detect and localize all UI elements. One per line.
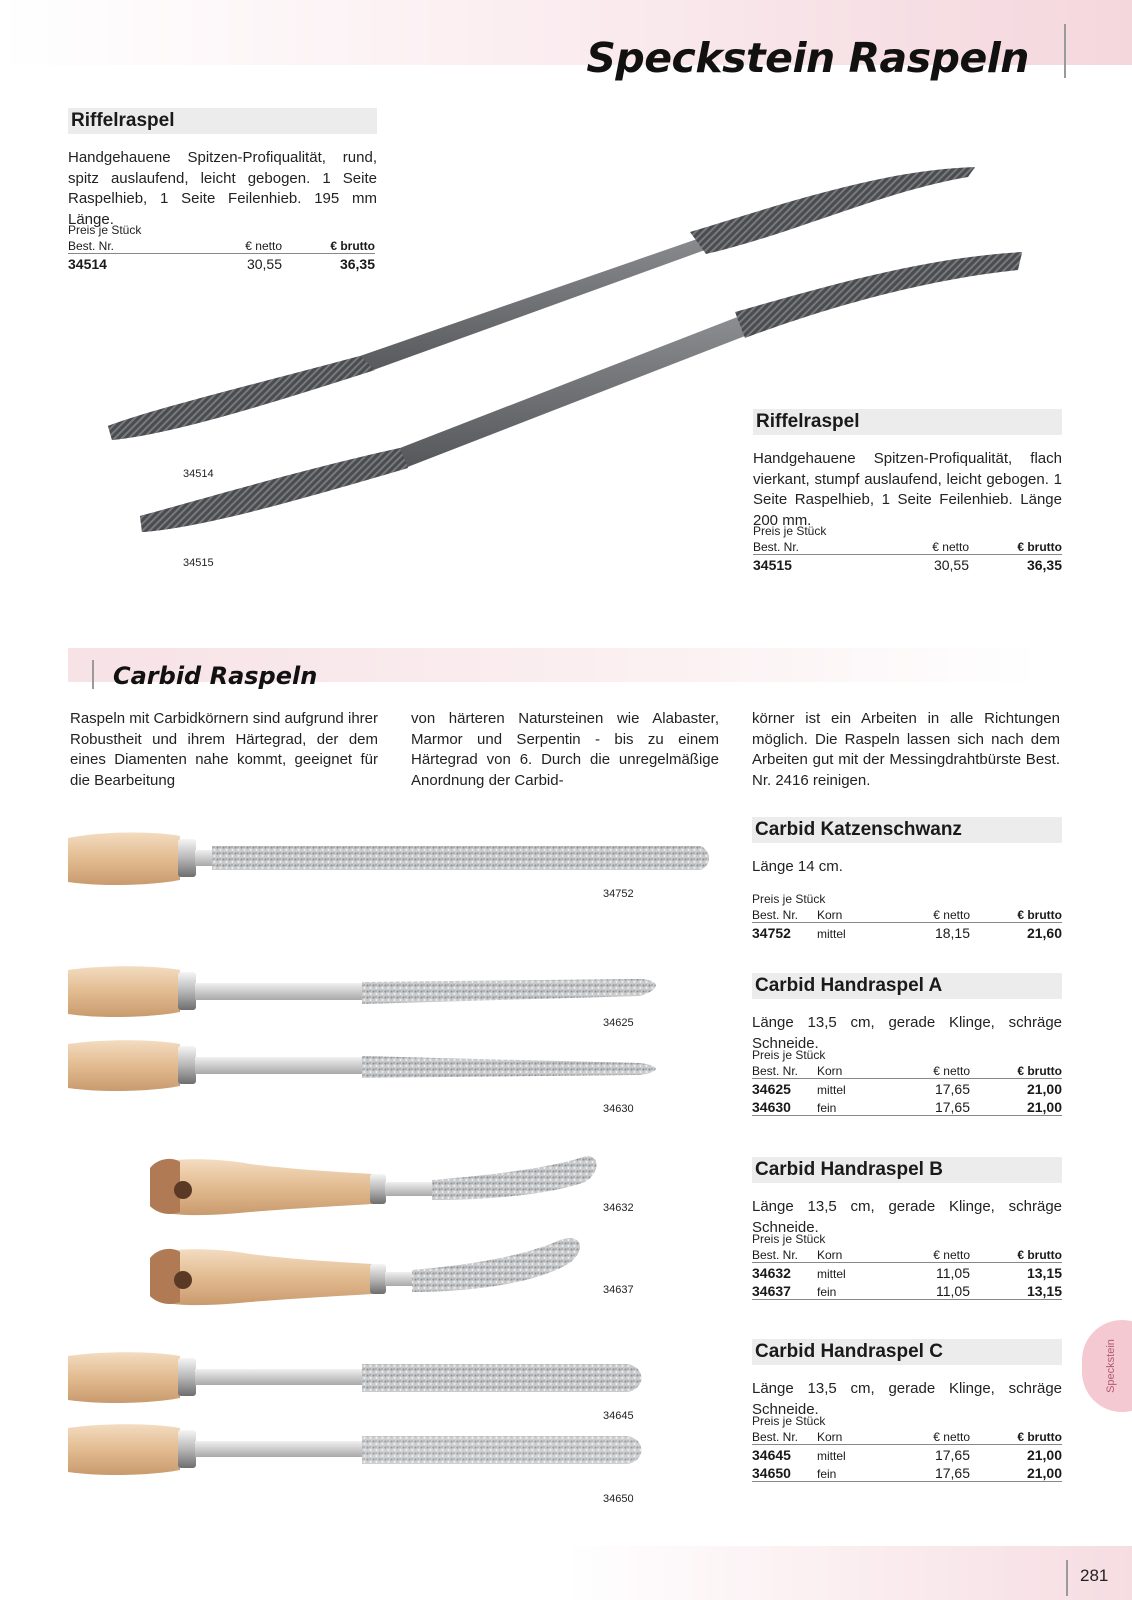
best-nr: 34637 <box>752 1282 791 1299</box>
riffelraspel-1-description: Handgehauene Spitzen-Profiqualität, rund, spitz auslaufend, leicht gebogen. 1 Seite Raspelhieb, 1 Seite Feilenhieb. 195 mm Länge. <box>68 149 377 228</box>
carbid-section-title: Carbid Raspeln <box>113 662 318 690</box>
column-korn: Korn <box>817 1248 843 1262</box>
netto-price: 17,65 <box>934 1098 970 1115</box>
handraspel-a-price-table <box>752 1064 1062 1116</box>
netto-price: 11,05 <box>936 1265 970 1281</box>
riffelraspel-2-price-table <box>753 540 1062 575</box>
handraspel-b-heading: Carbid Handraspel B <box>752 1157 1062 1183</box>
best-nr: 34645 <box>752 1447 791 1463</box>
katzenschwanz-description: Länge 14 cm. <box>752 858 843 875</box>
column-best-nr: Best. Nr. <box>752 1064 799 1078</box>
table-row <box>753 557 1062 575</box>
carbid-handraspel-34645-image <box>68 1352 642 1403</box>
column-netto: € netto <box>933 1248 970 1262</box>
column-netto: € netto <box>933 1064 970 1078</box>
katzenschwanz-heading: Carbid Katzenschwanz <box>752 817 1062 843</box>
brutto-price: 36,35 <box>339 256 375 272</box>
column-brutto: € brutto <box>1017 1064 1062 1078</box>
handraspel-a-description: Länge 13,5 cm, gerade Klinge, schräge Schneide. <box>752 1014 1062 1052</box>
image-label-34514: 34514 <box>183 468 214 480</box>
image-label-34645: 34645 <box>603 1410 634 1422</box>
price-table-header <box>752 908 1062 923</box>
column-netto: € netto <box>932 540 969 554</box>
korn: mittel <box>817 1083 846 1097</box>
table-row <box>752 1265 1062 1283</box>
page-title: Speckstein Raspeln <box>586 34 1029 82</box>
carbid-handraspel-34625-image <box>68 966 656 1017</box>
column-best-nr: Best. Nr. <box>752 908 799 922</box>
table-row <box>752 1465 1062 1483</box>
carbid-handraspel-34632-image <box>150 1156 596 1215</box>
netto-price: 17,65 <box>934 1081 970 1097</box>
price-table-header <box>68 239 375 254</box>
brutto-price: 13,15 <box>1026 1265 1062 1281</box>
table-row <box>752 1447 1062 1465</box>
image-label-34637: 34637 <box>603 1284 634 1296</box>
korn: mittel <box>817 927 846 941</box>
image-label-34632: 34632 <box>603 1202 634 1214</box>
chapter-side-tab-label: Speckstein <box>1104 1339 1117 1393</box>
netto-price: 17,65 <box>934 1464 970 1481</box>
katzenschwanz-price-table <box>752 908 1062 943</box>
table-row <box>68 256 375 274</box>
riffelraspel-2-price-label: Preis je Stück <box>753 524 827 538</box>
column-best-nr: Best. Nr. <box>68 239 115 253</box>
chapter-side-tab-label-wrap <box>1100 1339 1117 1393</box>
best-nr: 34650 <box>752 1464 791 1481</box>
column-korn: Korn <box>817 908 843 922</box>
column-best-nr: Best. Nr. <box>752 1430 799 1444</box>
korn: fein <box>817 1284 837 1299</box>
carbid-intro-column-3: körner ist ein Arbeiten in alle Richtungen möglich. Die Raspeln lassen sich nach dem Arbeiten gut mit der Messingdrahtbürste Best. Nr. 2416 reinigen. <box>752 710 1060 789</box>
netto-price: 11,05 <box>936 1282 970 1299</box>
best-nr: 34625 <box>752 1081 791 1097</box>
handraspel-c-heading: Carbid Handraspel C <box>752 1339 1062 1365</box>
price-table-header <box>752 1430 1062 1445</box>
footer-band <box>0 1546 1132 1600</box>
price-table-header <box>752 1064 1062 1079</box>
table-row <box>752 925 1062 943</box>
table-row <box>752 1081 1062 1099</box>
column-brutto: € brutto <box>1017 540 1062 554</box>
carbid-section-divider <box>92 660 94 689</box>
brutto-price: 21,60 <box>1026 925 1062 941</box>
netto-price: 17,65 <box>934 1447 970 1463</box>
brutto-price: 13,15 <box>1026 1282 1062 1299</box>
katzenschwanz-price-label: Preis je Stück <box>752 892 826 906</box>
carbid-handraspel-34630-image <box>68 1040 656 1091</box>
carbid-handraspel-34637-image <box>150 1238 580 1305</box>
brutto-price: 36,35 <box>1026 557 1062 573</box>
image-label-34630: 34630 <box>603 1103 634 1115</box>
column-best-nr: Best. Nr. <box>753 540 800 554</box>
best-nr: 34630 <box>752 1098 791 1115</box>
handraspel-b-price-table <box>752 1248 1062 1300</box>
column-korn: Korn <box>817 1064 843 1078</box>
column-netto: € netto <box>245 239 282 253</box>
carbid-intro-column-1: Raspeln mit Carbidkörnern sind aufgrund ihrer Robustheit und ihrem Härtegrad, der dem eines Diamenten nahe kommt, geeignet für die Bearbeitung <box>70 710 378 789</box>
korn: fein <box>817 1466 837 1481</box>
column-best-nr: Best. Nr. <box>752 1248 799 1262</box>
column-netto: € netto <box>933 1430 970 1444</box>
handraspel-c-price-table <box>752 1430 1062 1482</box>
footer-divider <box>1066 1560 1068 1596</box>
column-brutto: € brutto <box>1017 1248 1062 1262</box>
best-nr: 34752 <box>752 925 791 941</box>
image-label-34515: 34515 <box>183 557 214 569</box>
image-label-34625: 34625 <box>603 1017 634 1029</box>
column-netto: € netto <box>933 908 970 922</box>
column-korn: Korn <box>817 1430 843 1444</box>
price-table-header <box>752 1248 1062 1263</box>
riffelraspel-2-heading: Riffelraspel <box>753 409 1062 435</box>
riffelraspel-2-description: Handgehauene Spitzen-Profiqualität, flach vierkant, stumpf auslaufend, leicht gebogen. 1 Seite Raspelhieb, 1 Seite Feilenhieb. Länge 200 mm. <box>753 450 1062 529</box>
image-label-34650: 34650 <box>603 1493 634 1505</box>
handraspel-c-price-label: Preis je Stück <box>752 1414 826 1428</box>
price-table-header <box>753 540 1062 555</box>
column-brutto: € brutto <box>330 239 375 253</box>
handraspel-b-price-label: Preis je Stück <box>752 1232 826 1246</box>
carbid-intro-column-2: von härteren Natursteinen wie Alabaster, Marmor und Serpentin - bis zu einem Härtegrad von 6. Durch die unregelmäßige Anordnung der Carbid- <box>411 710 719 789</box>
korn: mittel <box>817 1267 846 1281</box>
brutto-price: 21,00 <box>1026 1081 1062 1097</box>
handraspel-a-heading: Carbid Handraspel A <box>752 973 1062 999</box>
korn: mittel <box>817 1449 846 1463</box>
netto-price: 30,55 <box>933 557 969 573</box>
netto-price: 18,15 <box>934 925 970 941</box>
best-nr: 34632 <box>752 1265 791 1281</box>
brutto-price: 21,00 <box>1026 1447 1062 1463</box>
handraspel-c-description: Länge 13,5 cm, gerade Klinge, schräge Schneide. <box>752 1380 1062 1418</box>
column-brutto: € brutto <box>1017 1430 1062 1444</box>
table-row <box>752 1283 1062 1301</box>
best-nr: 34514 <box>68 256 107 272</box>
handraspel-b-description: Länge 13,5 cm, gerade Klinge, schräge Schneide. <box>752 1198 1062 1236</box>
table-row <box>752 1099 1062 1117</box>
brutto-price: 21,00 <box>1026 1098 1062 1115</box>
handraspel-a-price-label: Preis je Stück <box>752 1048 826 1062</box>
riffelraspel-1-price-label: Preis je Stück <box>68 223 142 237</box>
riffelraspel-1-price-table <box>68 239 375 274</box>
riffelraspel-1-heading: Riffelraspel <box>68 108 377 134</box>
page-number: 281 <box>1080 1566 1109 1585</box>
carbid-katzenschwanz-34752-image <box>68 833 709 886</box>
korn: fein <box>817 1100 837 1115</box>
brutto-price: 21,00 <box>1026 1464 1062 1481</box>
image-label-34752: 34752 <box>603 888 634 900</box>
best-nr: 34515 <box>753 557 792 573</box>
carbid-handraspel-34650-image <box>68 1424 642 1475</box>
netto-price: 30,55 <box>246 256 282 272</box>
column-brutto: € brutto <box>1017 908 1062 922</box>
